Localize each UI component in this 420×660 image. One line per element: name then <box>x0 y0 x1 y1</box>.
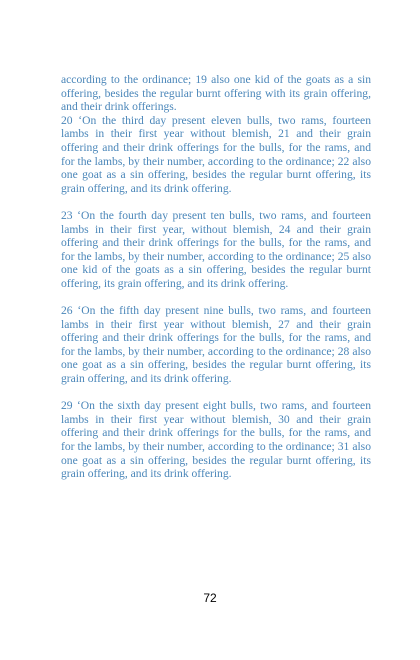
paragraph-sixth-day: 29 ‘On the sixth day present eight bulls, two rams, and fourteen lambs in their first year without blemish, 30 and their grain offering and their drink offerings for the bulls, for the rams, and for the lambs, by their number, according to the ordinance; 31 also one goat as a sin offering, besides the regular burnt offering, its grain offering, and its drink offering. <box>61 399 371 481</box>
page-number: 72 <box>203 591 217 605</box>
paragraph-third-day: 20 ‘On the third day present eleven bulls, two rams, fourteen lambs in their first year without blemish, 21 and their grain offering and their drink offerings for the bulls, for the rams, and for the lambs, by their number, according to the ordinance; 22 also one goat as a sin offering, besides the regular burnt offering, its grain offering, and its drink offering. <box>61 113 371 195</box>
page-body <box>61 73 371 481</box>
paragraph-fifth-day: 26 ‘On the fifth day present nine bulls, two rams, and fourteen lambs in their first year without blemish, 27 and their grain offering and their drink offerings for the bulls, for the rams, and for the lambs, by their number, according to the ordinance; 28 also one goat as a sin offering, besides the regular burnt offering, its grain offering, and its drink offering. <box>61 304 371 386</box>
paragraph-continuation: according to the ordinance; 19 also one kid of the goats as a sin offering, besides the regular burnt offering with its grain offering, and their drink offerings. <box>61 73 371 114</box>
paragraph-fourth-day: 23 ‘On the fourth day present ten bulls, two rams, and fourteen lambs in their first year, without blemish, 24 and their grain offering and their drink offerings for the bulls, for the rams, and for the lambs, by their number, according to the ordinance; 25 also one kid of the goats as a sin offering, besides the regular burnt offering, its grain offering, and its drink offering. <box>61 208 371 290</box>
